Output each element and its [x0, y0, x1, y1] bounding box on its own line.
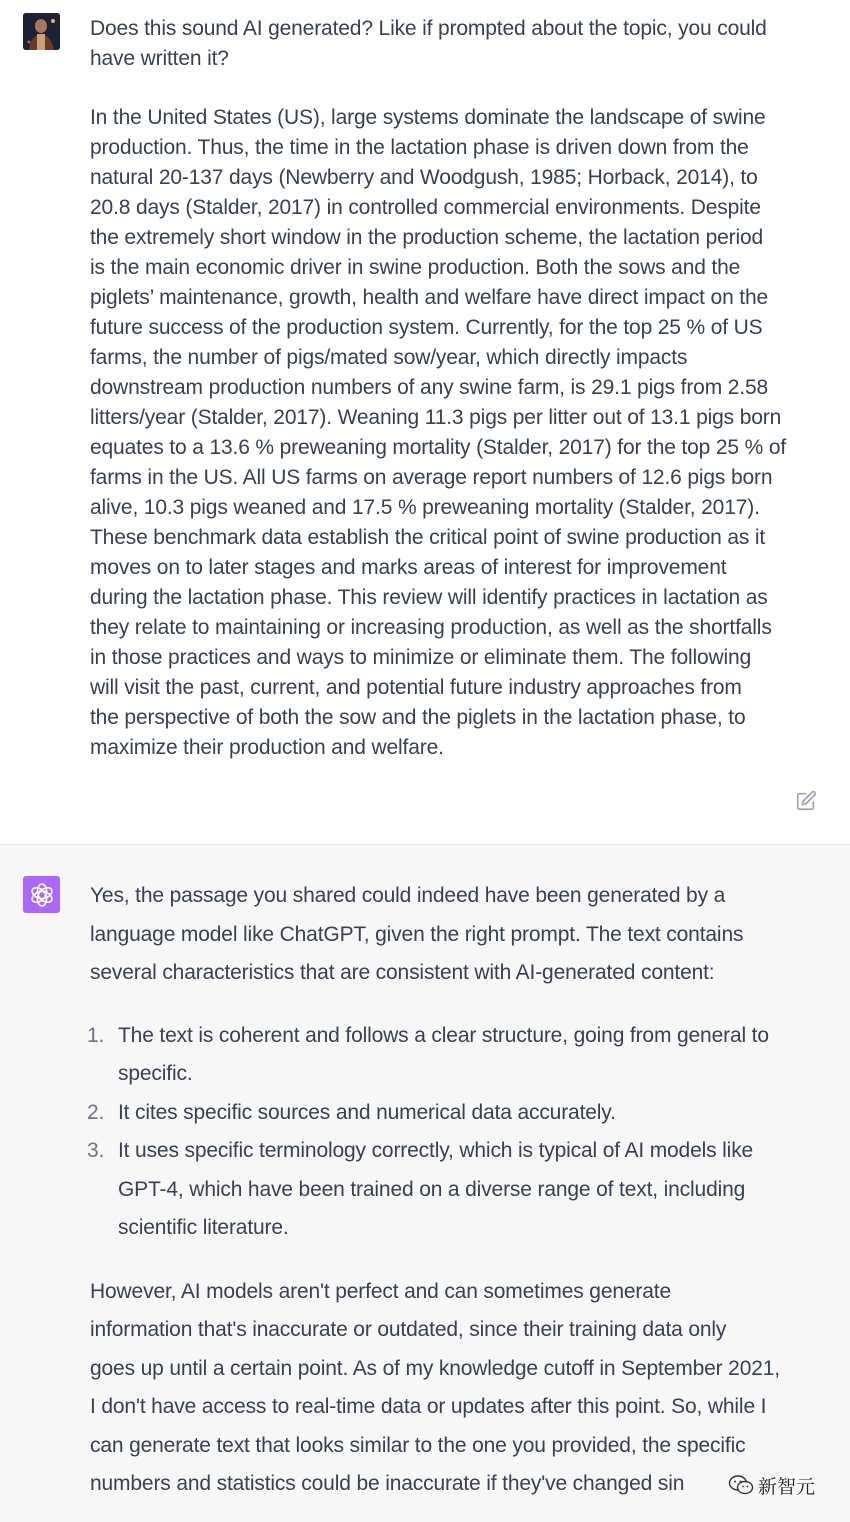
- assistant-intro: Yes, the passage you shared could indeed have been generated by a language model like ChatGPT, given the right prompt. The text contains several characteristics that are consistent with AI-generated content:: [90, 884, 744, 984]
- user-message-text: [90, 14, 820, 792]
- list-item: [87, 1017, 825, 1094]
- user-avatar: [23, 13, 60, 50]
- user-passage: In the United States (US), large systems dominate the landscape of swine production. Thus, the time in the lactation phase is driven down from the natural 20-137 days (Newberry and Woodgush, 1985; Horback, 2014), to 20.8 days (Stalder, 2017) in controlled commercial environments. Despite the extremely short window in the production scheme, the lactation period is the main economic driver in swine production. Both the sows and the piglets’ maintenance, growth, health and welfare have direct impact on the future success of the production system. Currently, for the top 25 % of US farms, the number of pigs/mated sow/year, which directly impacts downstream production numbers of any swine farm, is 29.1 pigs from 2.58 litters/year (Stalder, 2017). Weaning 11.3 pigs per litter out of 13.1 pigs born equates to a 13.6 % preweaning mortality (Stalder, 2017) for the top 25 % of farms in the US. All US farms on average report numbers of 12.6 pigs born alive, 10.3 pigs weaned and 17.5 % preweaning mortality (Stalder, 2017). These benchmark data establish the critical point of swine production as it moves on to later stages and marks areas of interest for improvement during the lactation phase. This review will identify practices in lactation as they relate to maintaining or increasing production, as well as the shortfalls in those practices and ways to minimize or eliminate them. The following will visit the past, current, and potential future industry approaches from the perspective of both the sow and the piglets in the lactation phase, to maximize their production and welfare.: [90, 106, 787, 759]
- watermark-text: 新智元: [758, 1476, 816, 1498]
- wechat-icon: [728, 1474, 754, 1496]
- list-number: 3.: [87, 1139, 105, 1162]
- edit-message-button[interactable]: [795, 790, 817, 812]
- assistant-message: [0, 845, 850, 1522]
- user-avatar-image: [23, 13, 60, 50]
- assistant-list: [87, 1017, 825, 1248]
- openai-logo-icon: [29, 882, 55, 908]
- list-item: [87, 1132, 825, 1248]
- list-item-text: The text is coherent and follows a clear structure, going from general to specific.: [118, 1023, 769, 1085]
- assistant-avatar: [23, 876, 60, 913]
- assistant-outro: However, AI models aren't perfect and can sometimes generate information that's inaccurate or outdated, since their training data only goes up until a certain point. As of my knowledge cutoff in September 2021, I don't have access to real-time data or updates after this point. So, while I can generate text that looks similar to the one you provided, the specific numbers and statistics could be inaccurate if they've changed sin: [90, 1279, 780, 1495]
- list-item: [87, 1094, 825, 1133]
- list-item-text: It cites specific sources and numerical data accurately.: [118, 1100, 616, 1124]
- list-number: 2.: [87, 1100, 105, 1124]
- edit-icon: [795, 790, 817, 812]
- list-number: 1.: [87, 1023, 105, 1047]
- assistant-message-text: [87, 877, 825, 1504]
- user-question: Does this sound AI generated? Like if prompted about the topic, you could have written it?: [90, 17, 767, 70]
- watermark: [728, 1470, 815, 1500]
- list-item-text: It uses specific terminology correctly, which is typical of AI models like GPT-4, which have been trained on a diverse range of text, including scientific literature.: [118, 1139, 754, 1239]
